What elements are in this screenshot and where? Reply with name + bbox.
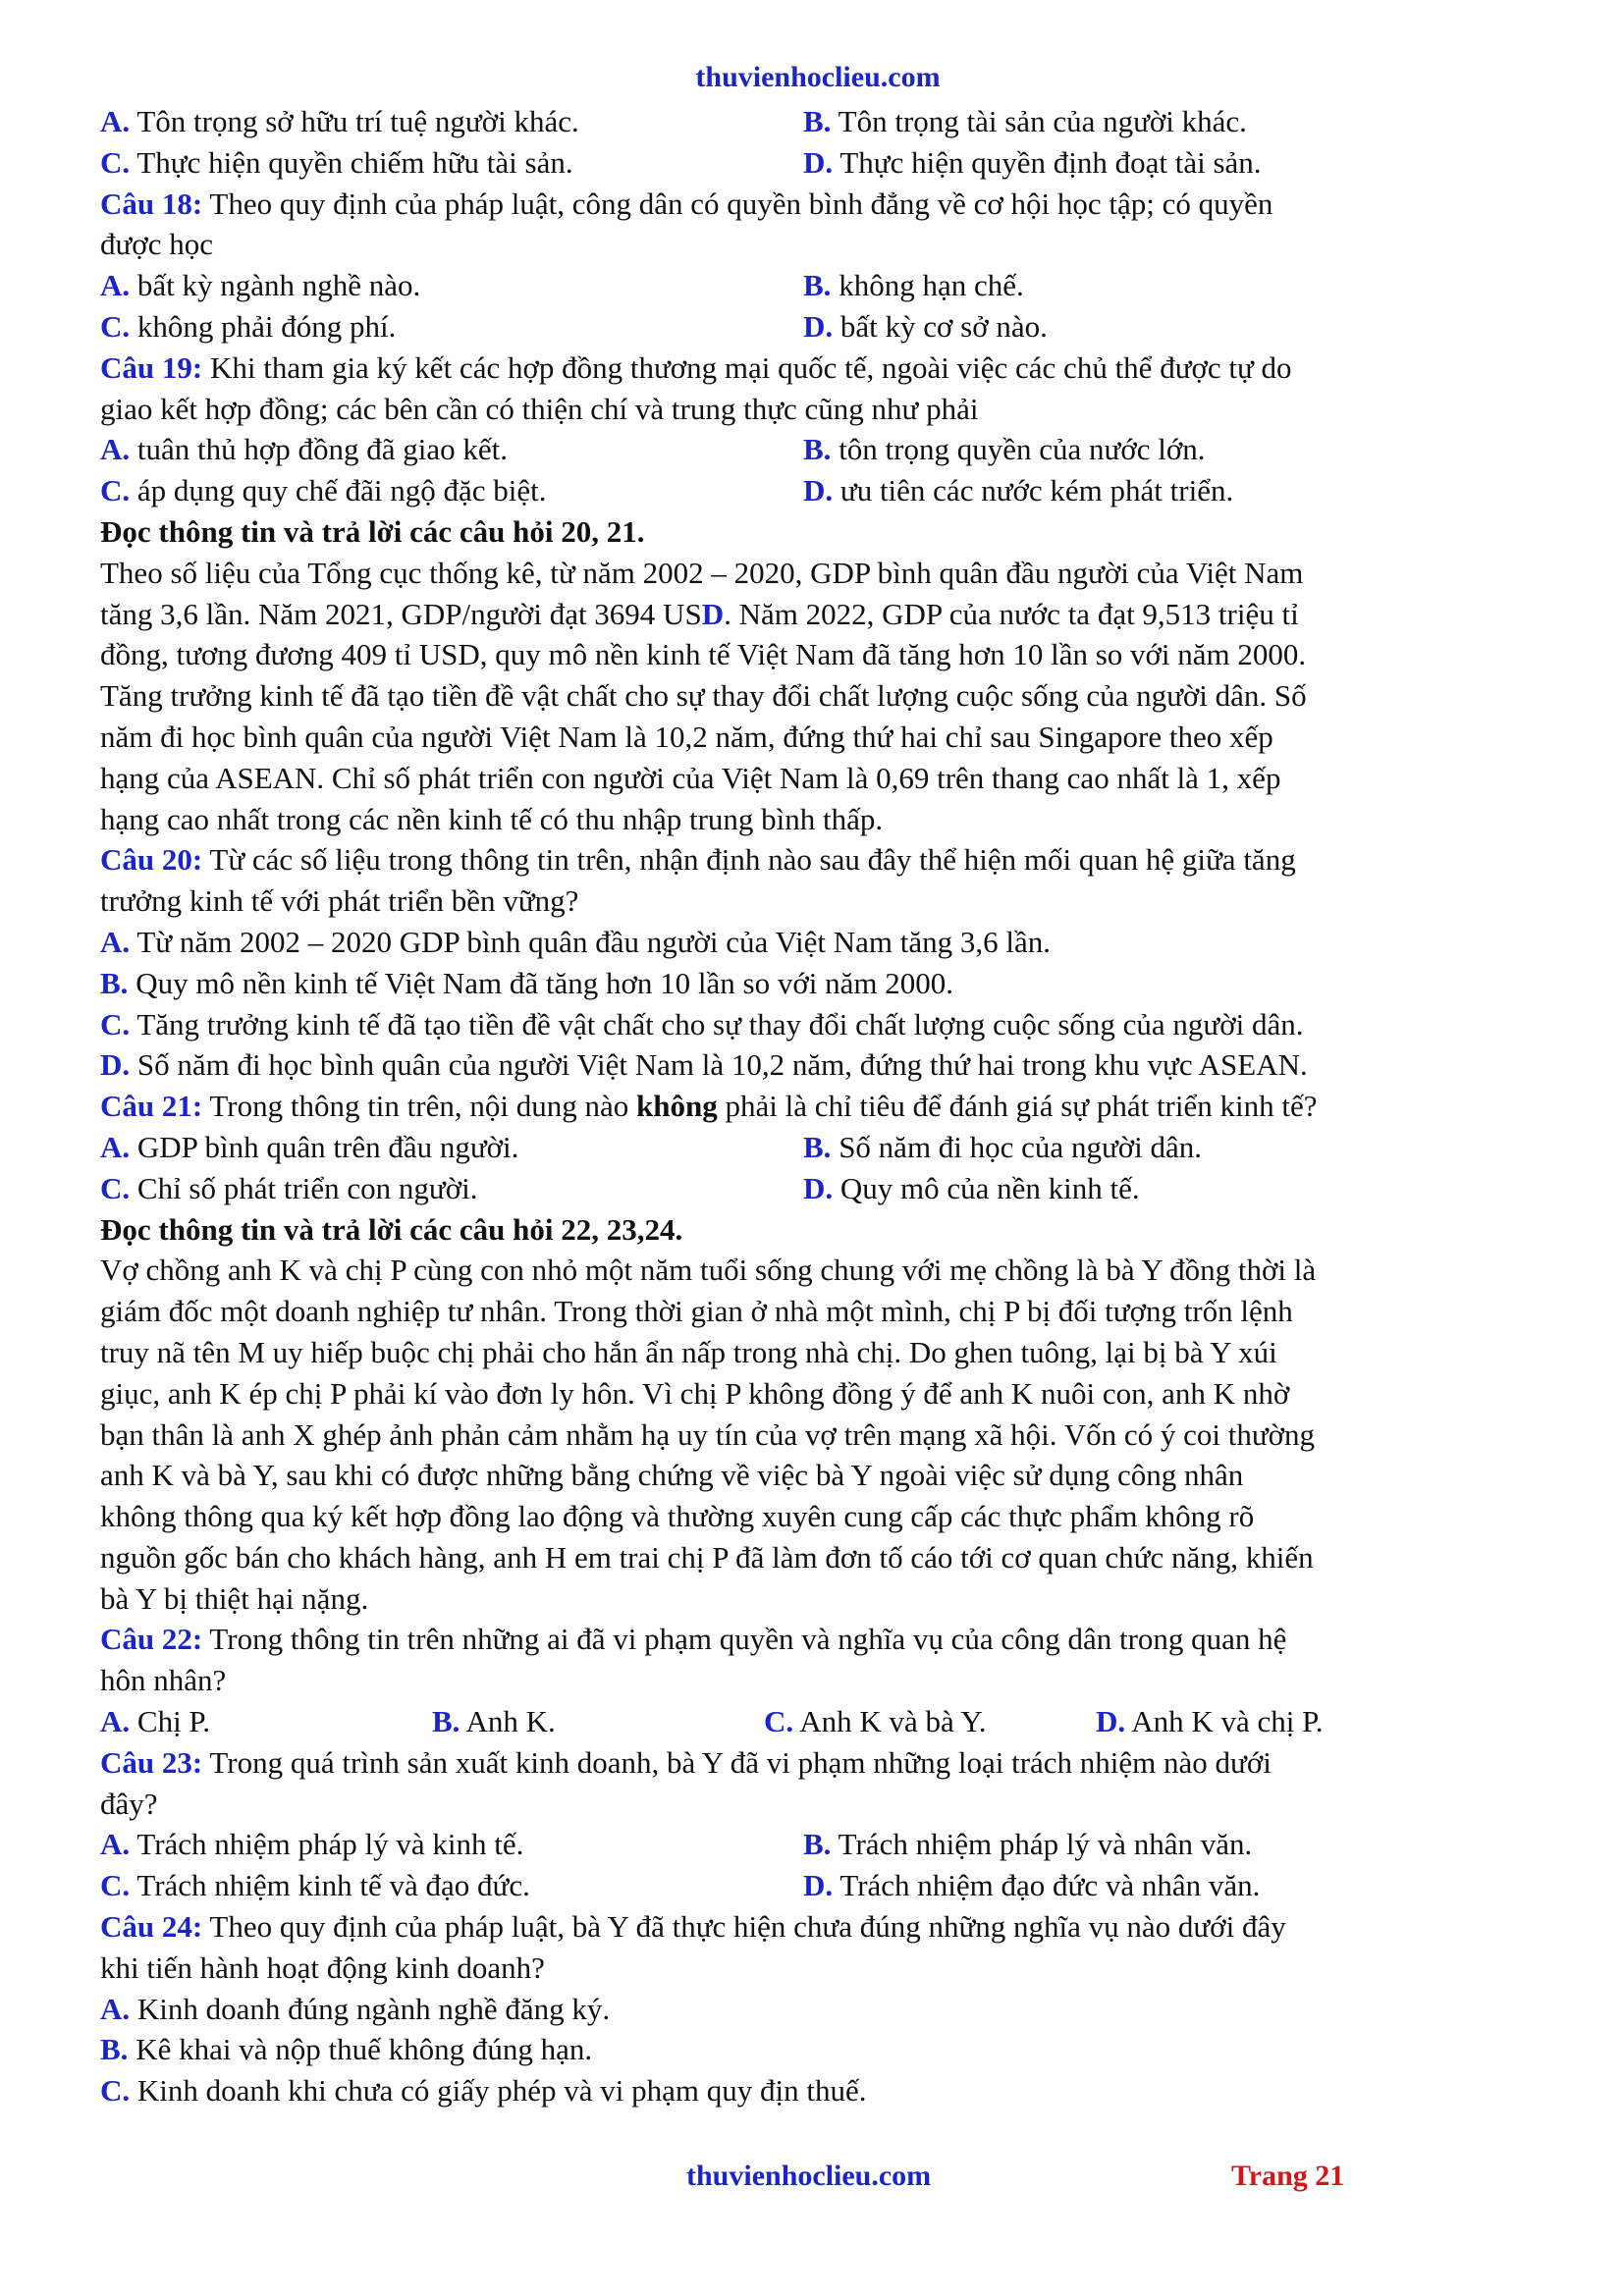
- q23-options-row-1: [100, 1824, 1536, 1865]
- q19-stem-cont: giao kết hợp đồng; các bên cần có thiện chí và trung thực cũng như phải: [100, 391, 979, 426]
- footer-site: thuvienhoclieu.com: [686, 2160, 932, 2192]
- q21-options-row-2: [100, 1168, 1536, 1209]
- q17-option-c[interactable]: C. Thực hiện quyền chiếm hữu tài sản.: [100, 144, 573, 180]
- q20-option-b[interactable]: B. Quy mô nền kinh tế Việt Nam đã tăng hơn 10 lần so với năm 2000.: [100, 965, 953, 1000]
- q19-option-b[interactable]: B. tôn trọng quyền của nước lớn.: [803, 432, 1206, 467]
- q21-option-b[interactable]: B. Số năm đi học của người dân.: [803, 1129, 1203, 1164]
- q22-option-d[interactable]: D. Anh K và chị P.: [1096, 1704, 1324, 1739]
- q21-option-c[interactable]: C. Chỉ số phát triển con người.: [100, 1170, 478, 1205]
- q18-option-b[interactable]: B. không hạn chế.: [803, 268, 1024, 303]
- q24-stem-cont: khi tiến hành hoạt động kinh doanh?: [100, 1949, 545, 1985]
- passage-2-line-2: giám đốc một doanh nghiệp tư nhân. Trong thời gian ở nhà một mình, chị P bị đối tượng trốn lệnh: [100, 1294, 1293, 1329]
- q17-options-row-2: [100, 142, 1536, 184]
- q23-option-c[interactable]: C. Trách nhiệm kinh tế và đạo đức.: [100, 1868, 530, 1903]
- q17-option-a[interactable]: A. Tôn trọng sở hữu trí tuệ người khác.: [100, 104, 579, 138]
- q24-option-b[interactable]: B. Kê khai và nộp thuế không đúng hạn.: [100, 2032, 593, 2067]
- passage-2-line-7: không thông qua ký kết hợp đồng lao động và thường xuyên cung cấp các thực phẩm không rõ: [100, 1499, 1255, 1534]
- passage-2-line-8: nguồn gốc bán cho khách hàng, anh H em trai chị P đã làm đơn tố cáo tới cơ quan chức năng, khiến: [100, 1539, 1314, 1575]
- passage-1-line-5: năm đi học bình quân của người Việt Nam là 10,2 năm, đứng thứ hai chỉ sau Singapore theo xếp: [100, 719, 1273, 754]
- q21-option-a[interactable]: A. GDP bình quân trên đầu người.: [100, 1129, 519, 1164]
- passage-2-line-4: giục, anh K ép chị P phải kí vào đơn ly hôn. Vì chị P không đồng ý để anh K nuôi con, anh K nhờ: [100, 1375, 1290, 1411]
- passage-2-line-3: truy nã tên M uy hiếp buộc chị phải cho hắn ẩn nấp trong nhà chị. Do ghen tuông, lại bị bà Y xúi: [100, 1334, 1277, 1369]
- passage-2-line-9: bà Y bị thiệt hại nặng.: [100, 1580, 369, 1616]
- q22-options-row: [100, 1701, 1536, 1742]
- passage-1-line-1: Theo số liệu của Tổng cục thống kê, từ năm 2002 – 2020, GDP bình quân đầu người của Việt Nam: [100, 555, 1304, 590]
- q18-options-row-2: [100, 306, 1536, 347]
- q23-stem: Câu 23: Trong quá trình sản xuất kinh doanh, bà Y đã vi phạm những loại trách nhiệm nào dưới: [100, 1744, 1272, 1780]
- q23-stem-cont: đây?: [100, 1786, 158, 1821]
- q20-option-d[interactable]: D. Số năm đi học bình quân của người Việt Nam là 10,2 năm, đứng thứ hai trong khu vực ASEAN.: [100, 1047, 1308, 1083]
- q17-option-b[interactable]: B. Tôn trọng tài sản của người khác.: [803, 104, 1247, 138]
- q21-options-row-1: [100, 1127, 1536, 1168]
- q21-option-d[interactable]: D. Quy mô của nền kinh tế.: [803, 1170, 1140, 1205]
- passage-2-line-6: anh K và bà Y, sau khi có được những bằng chứng về việc bà Y ngoài việc sử dụng công nhân: [100, 1458, 1244, 1493]
- q18-options-row-1: [100, 265, 1536, 306]
- passage-1-line-2: tăng 3,6 lần. Năm 2021, GDP/người đạt 3694 USD. Năm 2022, GDP của nước ta đạt 9,513 triệu tỉ: [100, 596, 1299, 631]
- q19-stem: Câu 19: Khi tham gia ký kết các hợp đồng thương mại quốc tế, ngoài việc các chủ thể được tự do: [100, 349, 1292, 385]
- passage-2-line-5: bạn thân là anh X ghép ảnh phản cảm nhằm hạ uy tín của vợ trên mạng xã hội. Vốn có ý coi thường: [100, 1416, 1316, 1452]
- page-number: Trang 21: [1231, 2160, 1345, 2192]
- section-title-22-24: Đọc thông tin và trả lời các câu hỏi 22, 23,24.: [100, 1211, 683, 1247]
- passage-2-line-1: Vợ chồng anh K và chị P cùng con nhỏ một năm tuổi sống chung với mẹ chồng là bà Y đồng thời là: [100, 1253, 1317, 1288]
- document-content: [100, 101, 1536, 2111]
- q17-options-row-1: [100, 101, 1536, 142]
- q19-options-row-2: [100, 470, 1536, 511]
- q22-stem-cont: hôn nhân?: [100, 1663, 227, 1698]
- section-title-20-21: Đọc thông tin và trả lời các câu hỏi 20, 21.: [100, 513, 645, 549]
- q19-option-c[interactable]: C. áp dụng quy chế đãi ngộ đặc biệt.: [100, 473, 547, 508]
- q22-option-b[interactable]: B. Anh K.: [432, 1704, 556, 1739]
- q20-stem-cont: trưởng kinh tế với phát triển bền vững?: [100, 883, 579, 919]
- q22-option-c[interactable]: C. Anh K và bà Y.: [764, 1704, 987, 1739]
- q24-stem: Câu 24: Theo quy định của pháp luật, bà Y đã thực hiện chưa đúng những nghĩa vụ nào dưới đây: [100, 1909, 1286, 1945]
- q23-option-b[interactable]: B. Trách nhiệm pháp lý và nhân văn.: [803, 1827, 1253, 1862]
- q20-stem: Câu 20: Từ các số liệu trong thông tin trên, nhận định nào sau đây thể hiện mối quan hệ giữa tăng: [100, 842, 1296, 878]
- q20-option-a[interactable]: A. Từ năm 2002 – 2020 GDP bình quân đầu người của Việt Nam tăng 3,6 lần.: [100, 924, 1051, 959]
- q18-stem-cont: được học: [100, 227, 213, 262]
- q18-stem: Câu 18: Theo quy định của pháp luật, công dân có quyền bình đẳng về cơ hội học tập; có quyền: [100, 186, 1273, 221]
- q18-option-c[interactable]: C. không phải đóng phí.: [100, 308, 397, 344]
- passage-1-line-7: hạng cao nhất trong các nền kinh tế có thu nhập trung bình thấp.: [100, 801, 884, 836]
- passage-1-line-6: hạng của ASEAN. Chỉ số phát triển con người của Việt Nam là 0,69 trên thang cao nhất là 1, xếp: [100, 760, 1281, 795]
- q23-options-row-2: [100, 1865, 1536, 1906]
- q23-option-a[interactable]: A. Trách nhiệm pháp lý và kinh tế.: [100, 1827, 524, 1862]
- header-site: thuvienhoclieu.com: [695, 61, 941, 93]
- q24-option-a[interactable]: A. Kinh doanh đúng ngành nghề đăng ký.: [100, 1991, 611, 2026]
- q18-option-a[interactable]: A. bất kỳ ngành nghề nào.: [100, 268, 421, 303]
- q22-stem: Câu 22: Trong thông tin trên những ai đã vi phạm quyền và nghĩa vụ của công dân trong quan hệ: [100, 1622, 1287, 1657]
- q18-option-d[interactable]: D. bất kỳ cơ sở nào.: [803, 308, 1048, 344]
- q23-option-d[interactable]: D. Trách nhiệm đạo đức và nhân văn.: [803, 1868, 1261, 1903]
- q21-stem: Câu 21: Trong thông tin trên, nội dung nào không phải là chỉ tiêu để đánh giá sự phát triển kinh tế?: [100, 1089, 1318, 1124]
- q24-option-c[interactable]: C. Kinh doanh khi chưa có giấy phép và vi phạm quy địn thuế.: [100, 2073, 867, 2109]
- passage-1-line-4: Tăng trưởng kinh tế đã tạo tiền đề vật chất cho sự thay đổi chất lượng cuộc sống của người dân. Số: [100, 678, 1307, 714]
- q20-option-c[interactable]: C. Tăng trưởng kinh tế đã tạo tiền đề vật chất cho sự thay đổi chất lượng cuộc sống của người dân.: [100, 1006, 1304, 1041]
- q19-options-row-1: [100, 429, 1536, 470]
- q22-option-a[interactable]: A. Chị P.: [100, 1704, 210, 1739]
- q17-option-d[interactable]: D. Thực hiện quyền định đoạt tài sản.: [803, 144, 1262, 180]
- q19-option-d[interactable]: D. ưu tiên các nước kém phát triển.: [803, 473, 1234, 508]
- q19-option-a[interactable]: A. tuân thủ hợp đồng đã giao kết.: [100, 432, 509, 467]
- passage-1-line-3: đồng, tương đương 409 tỉ USD, quy mô nền kinh tế Việt Nam đã tăng hơn 10 lần so với năm 2000.: [100, 637, 1307, 672]
